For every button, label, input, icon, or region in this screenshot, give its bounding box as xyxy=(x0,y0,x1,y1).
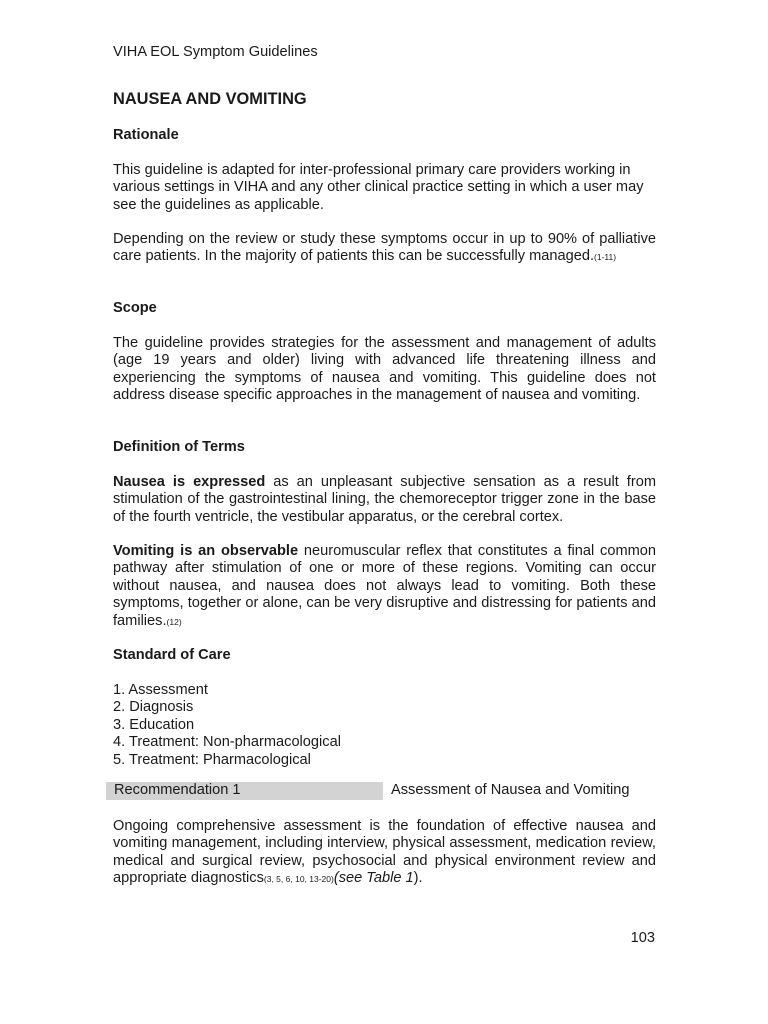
citation-ref: (1-11) xyxy=(594,252,617,263)
rationale-paragraph-1: This guideline is adapted for inter-professional primary care providers working in various settings in VIHA and any other clinical practice setting in which a user may see the guidelines as applicable. xyxy=(113,162,644,213)
page-number: 103 xyxy=(630,930,655,946)
vomiting-definition-text: neuromuscular reflex that constitutes a final common pathway after stimulation of one or more of these regions. Vomiting can occur without nausea, and nausea does not always lead to vomiting. Both these symptoms, together or alone, can be very disruptive and distressing for patients and families. xyxy=(113,543,656,629)
vomiting-definition xyxy=(113,543,656,631)
vomiting-term: Vomiting is an observable xyxy=(113,543,299,559)
recommendation-header xyxy=(106,782,666,801)
nausea-term: Nausea is expressed xyxy=(113,474,266,490)
recommendation-title: Assessment of Nausea and Vomiting xyxy=(391,782,630,798)
standard-of-care-heading: Standard of Care xyxy=(113,647,231,663)
list-item: 5. Treatment: Pharmacological xyxy=(113,751,311,768)
definitions-heading: Definition of Terms xyxy=(113,439,245,455)
list-item: 4. Treatment: Non-pharmacological xyxy=(113,734,341,751)
nausea-definition xyxy=(113,474,656,526)
list-item: 3. Education xyxy=(113,716,195,733)
citation-ref: (3, 5, 6, 10, 13-20) xyxy=(263,874,334,885)
running-header: VIHA EOL Symptom Guidelines xyxy=(113,44,318,60)
rationale-heading: Rationale xyxy=(113,127,179,143)
recommendation-label: Recommendation 1 xyxy=(114,782,241,798)
list-item: 2. Diagnosis xyxy=(113,699,194,716)
table-reference: (see Table 1 xyxy=(333,870,414,887)
standard-of-care-list xyxy=(113,682,656,769)
scope-heading: Scope xyxy=(113,300,157,316)
rationale-paragraph-2 xyxy=(113,231,656,267)
rationale-paragraph-2-text: Depending on the review or study these symptoms occur in up to 90% of palliative care patients. In the majority of patients this can be successfully managed. xyxy=(113,231,656,265)
nausea-definition-text: as an unpleasant subjective sensation as a result from stimulation of the gastrointestinal lining, the chemoreceptor trigger zone in the base of the fourth ventricle, the vestibular apparatus, or the cerebral cortex. xyxy=(113,474,656,525)
recommendation-end: ). xyxy=(413,870,423,887)
citation-ref: (12) xyxy=(166,616,182,627)
list-item: 1. Assessment xyxy=(113,682,208,698)
recommendation-paragraph xyxy=(113,818,656,889)
recommendation-text: Ongoing comprehensive assessment is the foundation of effective nausea and vomiting management, including interview, physical assessment, medication review, medical and surgical review, psychosocial and physical environment review and appropriate diagnostics xyxy=(113,818,656,887)
section-title: NAUSEA AND VOMITING xyxy=(113,90,307,108)
scope-paragraph: The guideline provides strategies for the assessment and management of adults (age 19 years and older) living with advanced life threatening illness and experiencing the symptoms of nausea and vomiting. This guideline does not address disease specific approaches in the management of nausea and vomiting. xyxy=(113,335,656,404)
